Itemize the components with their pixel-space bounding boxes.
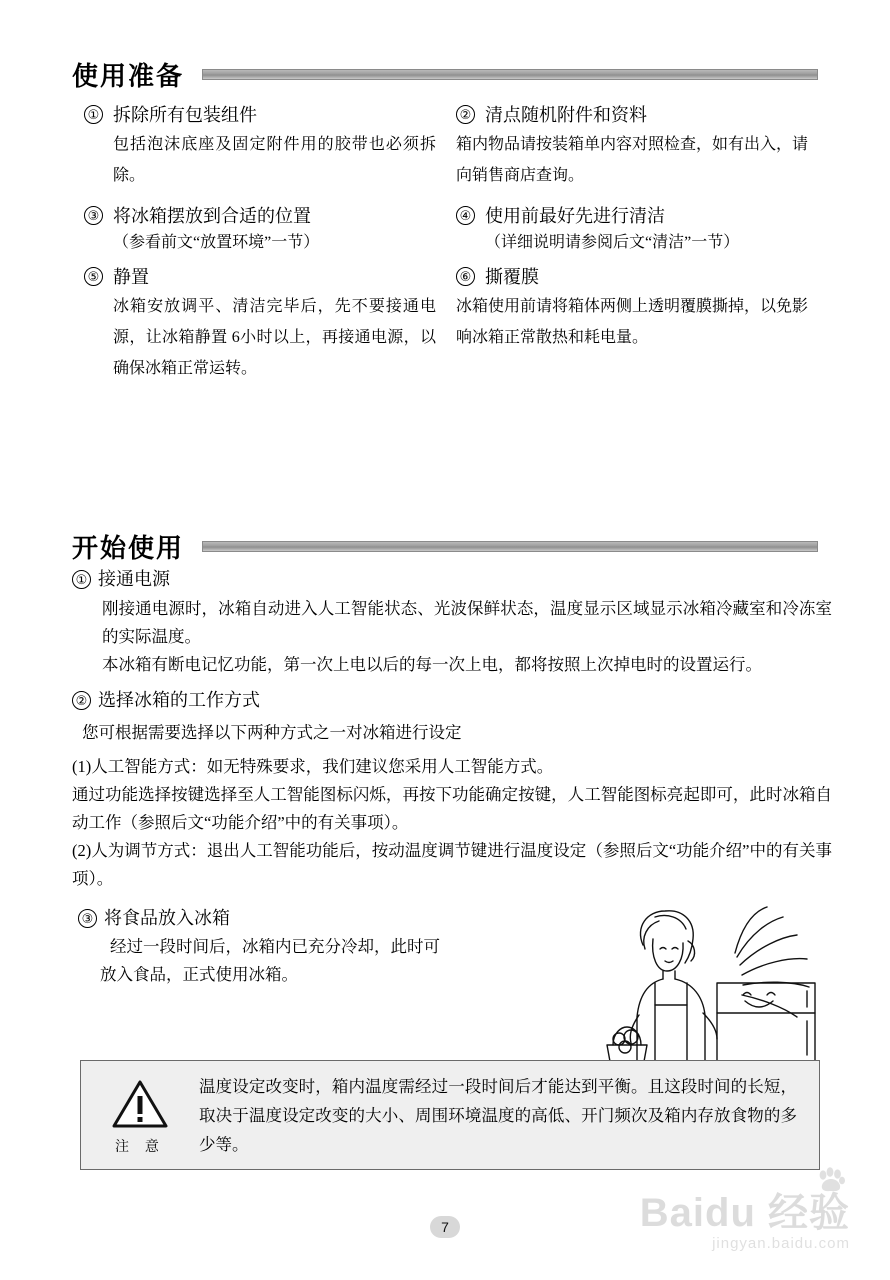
section-heading-preparation — [72, 56, 818, 93]
woman-with-refrigerator-illustration — [585, 905, 835, 1070]
warning-triangle-icon — [112, 1079, 168, 1129]
prep-item-5-title: 静置 — [113, 267, 149, 287]
paw-icon — [816, 1167, 846, 1193]
prep-item-1-body: 包括泡沫底座及固定附件用的胶带也必须拆除。 — [113, 136, 436, 184]
heading-rule — [202, 69, 818, 80]
watermark-main: Baidu 经验 — [639, 1191, 850, 1235]
start-item-2-mode-1-cont: 通过功能选择按键选择至人工智能图标闪烁，再按下功能确定按键，人工智能图标亮起即可，此时冰箱自动工作（参照后文“功能介绍”中的有关事项）。 — [72, 785, 832, 832]
page-number: 7 — [430, 1216, 460, 1238]
prep-item-6-head — [456, 266, 808, 288]
start-item-1-number: ① — [72, 570, 91, 589]
start-item-2-lead: 您可根据需要选择以下两种方式之一对冰箱进行设定 — [82, 723, 462, 742]
prep-item-5-head — [84, 266, 436, 288]
prep-item-4-body: （详细说明请参阅后文“清洁”一节） — [485, 234, 740, 251]
prep-item-2-body: 箱内物品请按装箱单内容对照检查，如有出入，请向销售商店查询。 — [456, 136, 809, 184]
prep-item-2-number: ② — [456, 105, 475, 124]
caution-text: 温度设定改变时，箱内温度需经过一段时间后才能达到平衡。且这段时间的长短，取决于温度设定改变的大小、周围环境温度的高低、开门频次及箱内存放食物的多少等。 — [199, 1076, 797, 1154]
start-item-2-number: ② — [72, 691, 91, 710]
watermark-sub: jingyan.baidu.com — [712, 1235, 850, 1252]
heading-rule-2 — [202, 541, 818, 552]
caution-icon-group — [81, 1075, 199, 1156]
start-item-1-head — [72, 568, 832, 590]
start-item-2-mode-1: (1)人工智能方式：如无特殊要求，我们建议您采用人工智能方式。 — [72, 757, 554, 776]
prep-item-4-number: ④ — [456, 206, 475, 225]
prep-item-5-body: 冰箱安放调平、清洁完毕后，先不要接通电源，让冰箱静置 6小时以上，再接通电源，以确保冰箱正常运转。 — [113, 298, 436, 377]
preparation-right-column — [456, 104, 808, 353]
caution-box — [80, 1060, 820, 1170]
start-item-2-mode-2: (2)人为调节方式：退出人工智能功能后，按动温度调节键进行温度设定（参照后文“功能介绍”中的有关事项）。 — [72, 841, 832, 888]
section-heading-start-using — [72, 528, 818, 565]
start-item-3-para-1: 经过一段时间后，冰箱内已充分冷却，此时可 — [110, 937, 440, 956]
section-title-preparation: 使用准备 — [72, 61, 185, 91]
prep-item-3-head — [84, 205, 436, 227]
watermark — [640, 1193, 850, 1252]
prep-item-3-title: 将冰箱摆放到合适的位置 — [113, 206, 311, 226]
start-item-1-para-2: 本冰箱有断电记忆功能，第一次上电以后的每一次上电，都将按照上次掉电时的设置运行。 — [102, 655, 762, 674]
prep-item-4-head — [456, 205, 808, 227]
caution-label: 注 意 — [115, 1137, 165, 1154]
prep-item-1-head — [84, 104, 436, 126]
prep-item-3-number: ③ — [84, 206, 103, 225]
start-item-2-head — [72, 689, 832, 711]
start-item-3-para-2: 放入食品，正式使用冰箱。 — [100, 965, 298, 984]
prep-item-6-body: 冰箱使用前请将箱体两侧上透明覆膜撕掉，以免影响冰箱正常散热和耗电量。 — [456, 298, 809, 346]
prep-item-2-head — [456, 104, 808, 126]
preparation-left-column — [84, 104, 436, 384]
prep-item-1-number: ① — [84, 105, 103, 124]
prep-item-3-body: （参看前文“放置环境”一节） — [113, 234, 320, 251]
start-item-1-para-1: 刚接通电源时，冰箱自动进入人工智能状态、光波保鲜状态，温度显示区域显示冰箱冷藏室和冷冻室的实际温度。 — [102, 599, 832, 646]
section-title-start-using: 开始使用 — [72, 533, 185, 563]
prep-item-5-number: ⑤ — [84, 267, 103, 286]
prep-item-4-title: 使用前最好先进行清洁 — [485, 206, 665, 226]
prep-item-6-number: ⑥ — [456, 267, 475, 286]
start-item-2-title: 选择冰箱的工作方式 — [98, 690, 260, 710]
prep-item-6-title: 撕覆膜 — [485, 267, 539, 287]
start-item-3-title: 将食品放入冰箱 — [104, 908, 230, 928]
prep-item-2-title: 清点随机附件和资料 — [485, 105, 647, 125]
start-item-3-number: ③ — [78, 909, 97, 928]
prep-item-1-title: 拆除所有包装组件 — [113, 105, 257, 125]
start-item-1-title: 接通电源 — [98, 569, 170, 589]
